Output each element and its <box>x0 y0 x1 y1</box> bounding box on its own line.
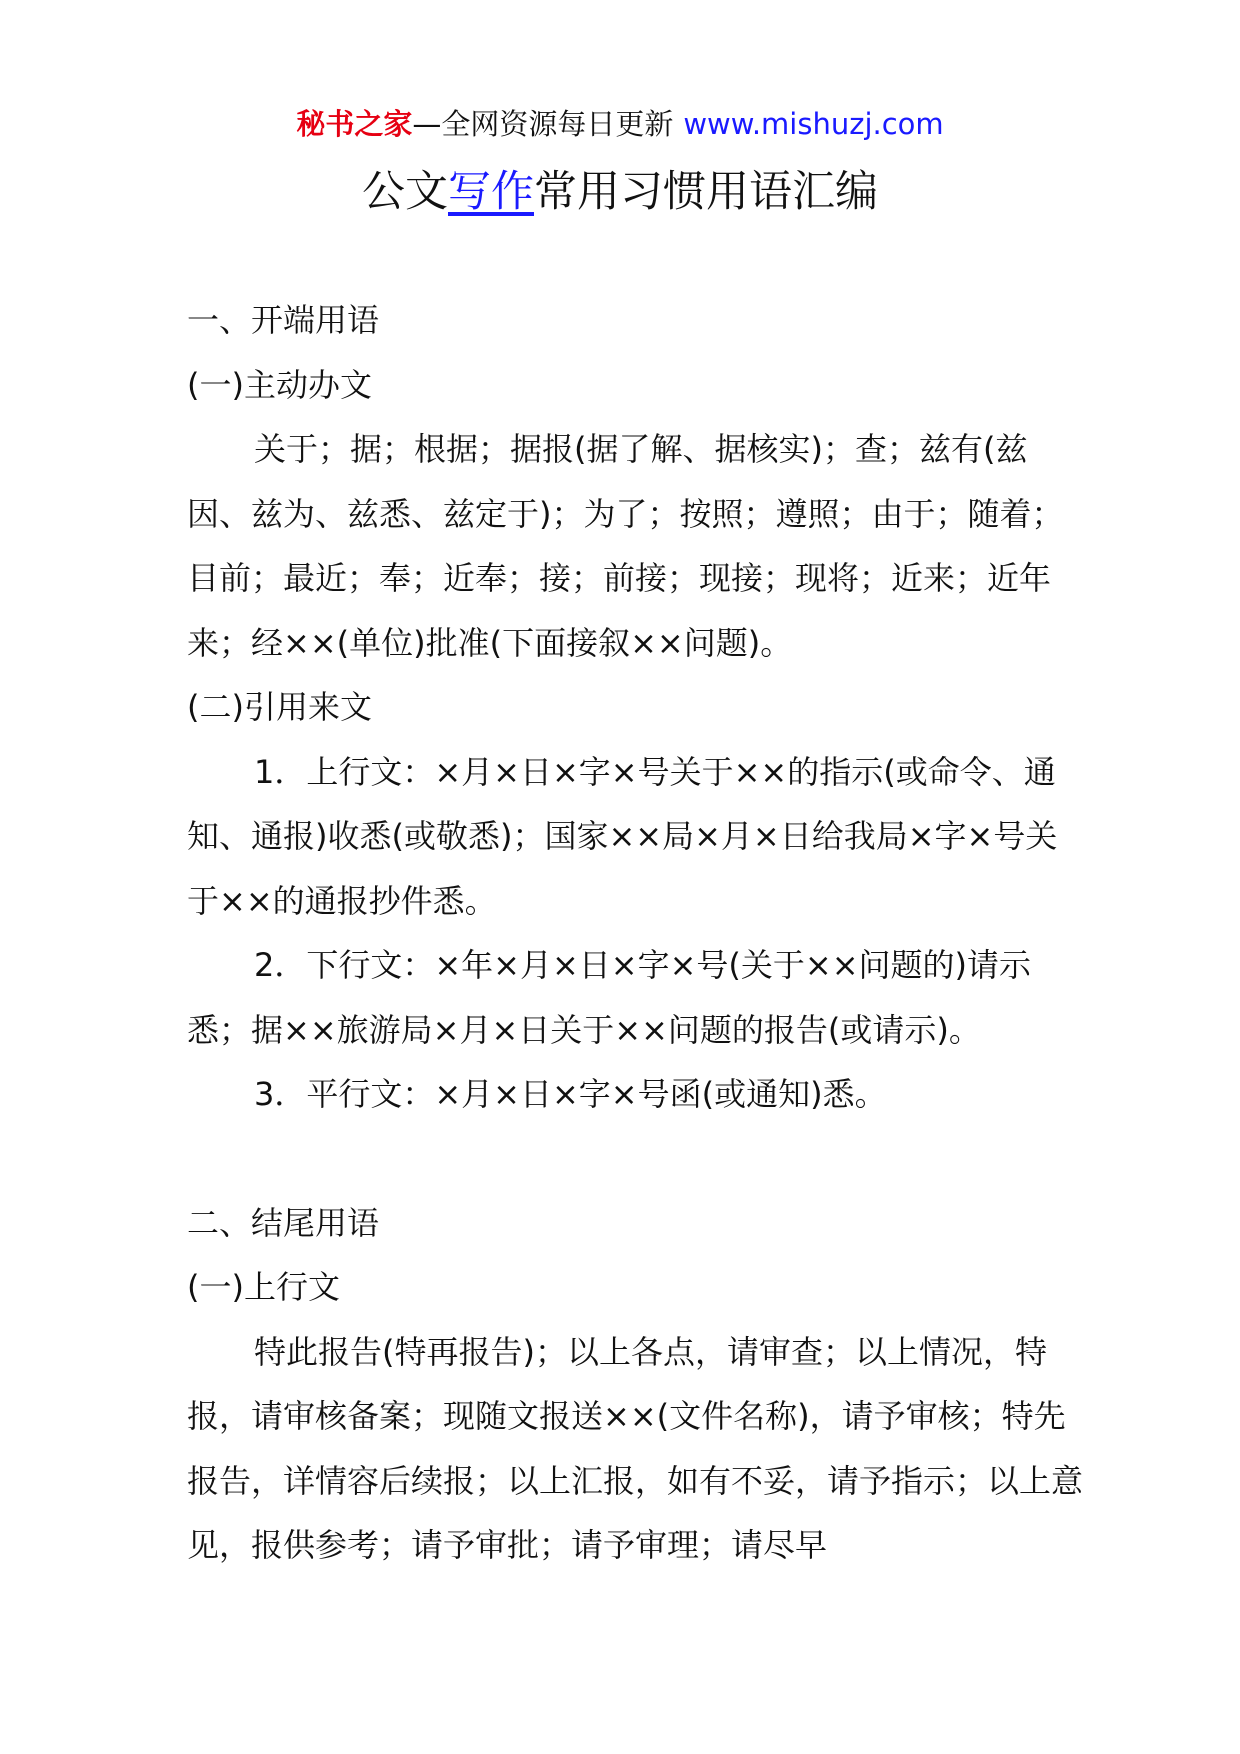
subsection-heading: (二)引用来文 <box>187 688 372 726</box>
title-suffix: 常用习惯用语汇编 <box>534 167 878 217</box>
list-item: 1．上行文：×月×日×字×号关于××的指示(或命令、通知、通报)收悉(或敬悉)；国家××局×月×日给我局×字×号关于××的通报抄件悉。 <box>187 752 1058 920</box>
title-link[interactable]: 写作 <box>448 167 534 217</box>
section-heading: 一、开端用语 <box>187 301 380 339</box>
list-item: 3．平行文：×月×日×字×号函(或通知)悉。 <box>254 1075 887 1113</box>
subsection-heading: (一)上行文 <box>187 1268 340 1306</box>
subsection-heading: (一)主动办文 <box>187 365 372 404</box>
document-body <box>187 288 1087 1578</box>
paragraph: 特此报告(特再报告)；以上各点，请审查；以上情况，特报，请审核备案；现随文报送××(文件名称)，请予审核；特先报告，详情容后续报；以上汇报，如有不妥，请予指示；以上意见，报供参考；请予审批；请予审理；请尽早 <box>187 1332 1084 1564</box>
paragraph: 关于；据；根据；据报(据了解、据核实)；查；兹有(兹因、兹为、兹悉、兹定于)；为了；按照；遵照；由于；随着；目前；最近；奉；近奉；接；前接；现接；现将；近来；近年来；经××(单位)批准(下面接叙××问题)。 <box>187 430 1064 662</box>
site-header <box>0 100 1240 148</box>
site-url-link[interactable]: www.mishuzj.com <box>683 107 944 141</box>
title-prefix: 公文 <box>362 167 448 217</box>
section-heading: 二、结尾用语 <box>187 1203 380 1242</box>
site-name: 秘书之家 <box>296 107 413 141</box>
section-spacer <box>187 1127 1087 1191</box>
document-title <box>0 158 1240 226</box>
site-tagline: —全网资源每日更新 <box>412 107 674 141</box>
list-item: 2．下行文：×年×月×日×字×号(关于××问题的)请示悉；据××旅游局×月×日关于××问题的报告(或请示)。 <box>187 946 1032 1049</box>
